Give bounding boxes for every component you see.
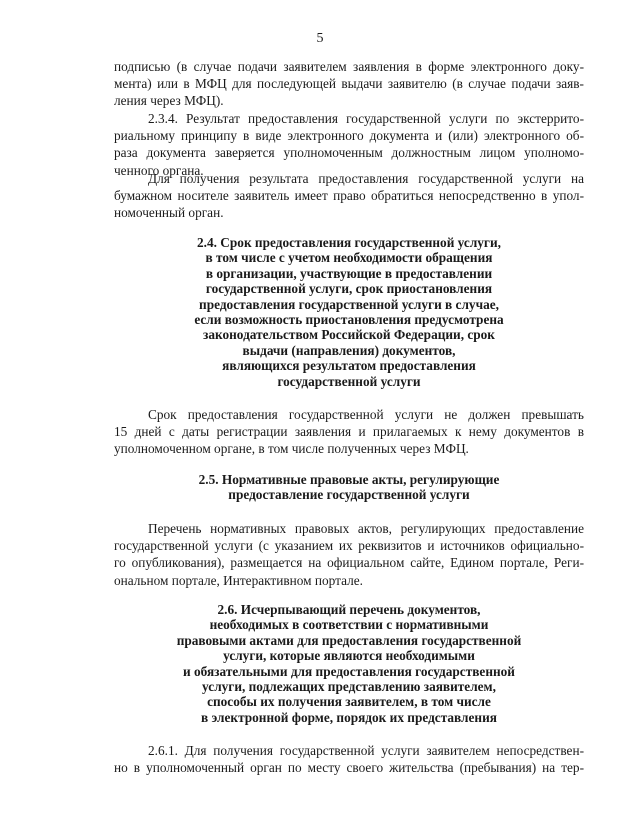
text-line: 2.6.1. Для получения государственной услуги заявителем непосредствен- xyxy=(148,743,584,758)
text-line: раза документа заверяется уполномоченным должностным лицом уполномо- xyxy=(114,145,584,161)
text-line: но в уполномоченный орган по месту своего жительства (пребывания) на тер- xyxy=(114,760,584,776)
paragraph-service-term xyxy=(114,406,584,458)
heading-line: если возможность приостановления предусмотрена xyxy=(194,311,504,327)
heading-line: в электронной форме, порядок их представления xyxy=(201,709,497,725)
heading-line: в организации, участвующие в предоставлении xyxy=(205,265,493,281)
section-heading-2-5 xyxy=(114,472,584,503)
text-line: государственной услуги (с указанием их реквизитов и источников официально- xyxy=(114,538,584,554)
paragraph-2-6-1 xyxy=(114,742,584,776)
heading-line: услуги, подлежащих представлению заявителем, xyxy=(202,678,496,694)
text-line: Для получения результата предоставления государственной услуги на xyxy=(148,171,584,186)
section-heading-2-6 xyxy=(114,602,584,725)
heading-line: правовыми актами для предоставления государственной xyxy=(176,632,522,648)
text-line: ления через МФЦ). xyxy=(114,93,224,109)
heading-line: государственной услуги xyxy=(277,373,421,389)
text-line: уполномоченном органе, в том числе полученных через МФЦ. xyxy=(114,441,469,457)
heading-line: предоставление государственной услуги xyxy=(228,487,470,503)
paragraph-signature-delivery xyxy=(114,58,584,110)
text-line: номоченный орган. xyxy=(114,205,224,221)
paragraph-paper-result xyxy=(114,170,584,222)
heading-line: услуги, которые являются необходимыми xyxy=(223,648,475,664)
text-line: 2.3.4. Результат предоставления государственной услуги по экстеррито- xyxy=(148,111,584,126)
heading-line: 2.6. Исчерпывающий перечень документов, xyxy=(217,602,481,617)
heading-line: 2.4. Срок предоставления государственной услуги, xyxy=(197,235,501,250)
page-number: 5 xyxy=(316,31,324,46)
text-line: бумажном носителе заявитель имеет право обратиться непосредственно в упол- xyxy=(114,188,584,204)
heading-line: являющихся результатом предоставления xyxy=(222,358,476,374)
heading-line: необходимых в соответствии с нормативными xyxy=(209,617,489,633)
heading-line: выдачи (направления) документов, xyxy=(242,342,456,358)
text-line: го опубликования), размещается на официальном сайте, Едином портале, Реги- xyxy=(114,555,584,571)
heading-line: законодательством Российской Федерации, срок xyxy=(203,327,495,343)
text-line: ченного органа. xyxy=(114,162,204,178)
text-line: Срок предоставления государственной услуги не должен превышать xyxy=(148,407,584,422)
text-line: Перечень нормативных правовых актов, регулирующих предоставление xyxy=(148,521,584,536)
paragraph-2-3-4 xyxy=(114,110,584,179)
section-heading-2-4 xyxy=(114,235,584,389)
heading-line: способы их получения заявителем, в том числе xyxy=(207,694,491,710)
heading-line: и обязательными для предоставления государственной xyxy=(183,663,515,679)
heading-line: в том числе с учетом необходимости обращения xyxy=(205,250,493,266)
text-line: 15 дней с даты регистрации заявления и прилагаемых к нему документов в xyxy=(114,424,584,440)
heading-line: предоставления государственной услуги в случае, xyxy=(199,296,499,312)
paragraph-legal-acts xyxy=(114,520,584,589)
heading-line: 2.5. Нормативные правовые акты, регулирующие xyxy=(198,472,500,487)
text-line: мента) или в МФЦ для последующей выдачи заявителю (в случае подачи заяв- xyxy=(114,76,584,92)
text-line: подписью (в случае подачи заявителем заявления в форме электронного доку- xyxy=(114,59,584,74)
text-line: риальному принципу в виде электронного документа и (или) электронного об- xyxy=(114,128,584,144)
heading-line: государственной услуги, срок приостановления xyxy=(205,281,493,297)
text-line: ональном портале, Интерактивном портале. xyxy=(114,572,363,588)
